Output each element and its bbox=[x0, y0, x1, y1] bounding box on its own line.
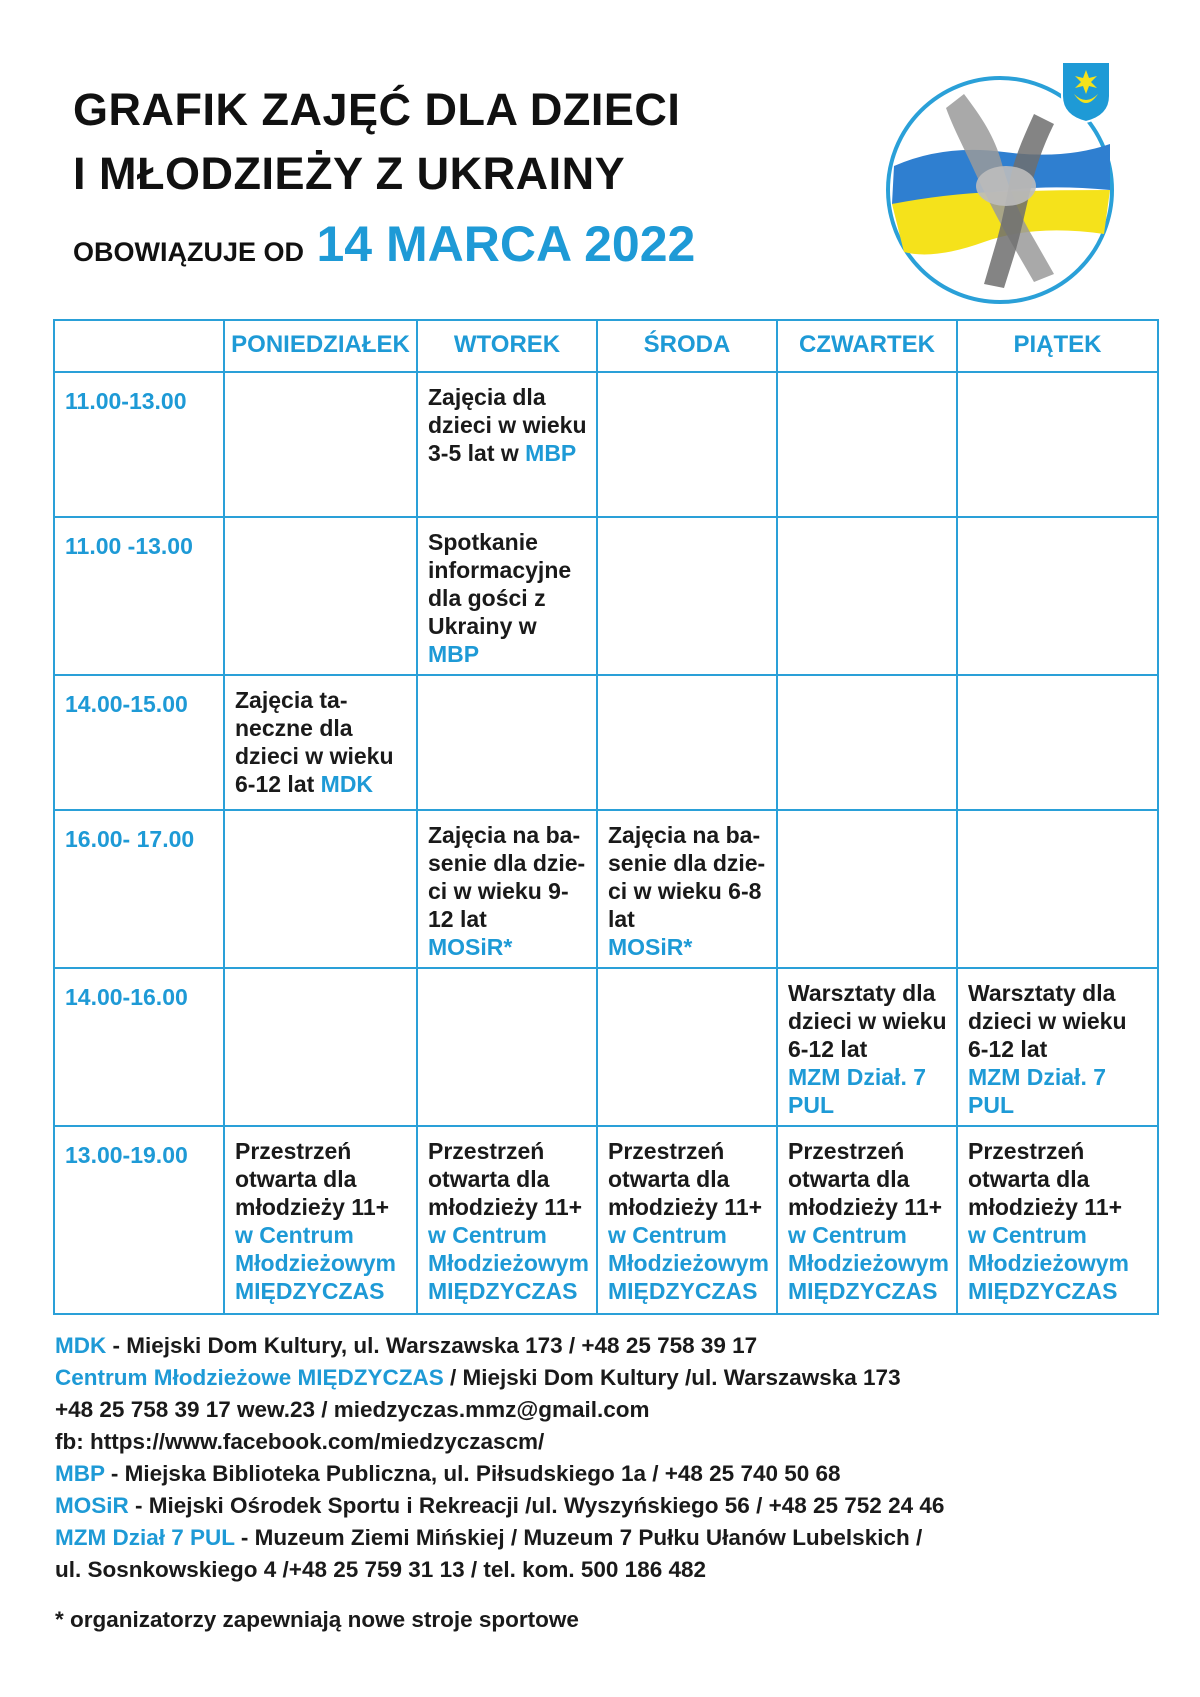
effective-lead: OBOWIĄZUJE OD bbox=[73, 237, 305, 267]
legend-text: +48 25 758 39 17 wew.23 / miedzyczas.mmz@gmail.com bbox=[55, 1397, 650, 1422]
time-cell: 14.00-15.00 bbox=[54, 675, 224, 810]
activity-text: Przestrzeń otwarta dla młodzieży 11+ bbox=[428, 1138, 583, 1220]
legend-item-mzm bbox=[55, 1522, 1145, 1554]
schedule-cell bbox=[777, 810, 957, 968]
activity-place: w Centrum Młodzieżowym MIĘDZYCZAS bbox=[235, 1222, 397, 1304]
table-row bbox=[54, 517, 1158, 675]
schedule-cell bbox=[224, 675, 417, 810]
legend-key: MBP bbox=[55, 1461, 105, 1486]
legend-text: - Miejski Dom Kultury, ul. Warszawska 173 / +48 25 758 39 17 bbox=[106, 1333, 758, 1358]
activity-place: w Centrum Młodzieżowym MIĘDZYCZAS bbox=[968, 1222, 1130, 1304]
time-cell: 16.00- 17.00 bbox=[54, 810, 224, 968]
title-line-2: I MŁODZIEŻY Z UKRAINY bbox=[73, 148, 626, 199]
activity-place: MZM Dział. 7 PUL bbox=[968, 1064, 1107, 1118]
legend-item-contact bbox=[55, 1394, 1145, 1426]
schedule-cell bbox=[957, 1126, 1158, 1314]
activity-text: Przestrzeń otwarta dla młodzieży 11+ bbox=[788, 1138, 943, 1220]
effective-date-line bbox=[73, 215, 695, 273]
schedule-table bbox=[53, 319, 1159, 1315]
activity-place: MBP bbox=[428, 641, 480, 667]
schedule-cell bbox=[417, 517, 597, 675]
day-header-wednesday: ŚRODA bbox=[597, 320, 777, 372]
schedule-cell bbox=[417, 675, 597, 810]
table-row bbox=[54, 810, 1158, 968]
time-cell: 11.00 -13.00 bbox=[54, 517, 224, 675]
table-header-row bbox=[54, 320, 1158, 372]
schedule-cell bbox=[597, 968, 777, 1126]
legend-item-facebook bbox=[55, 1426, 1145, 1458]
activity-place: MDK bbox=[320, 771, 374, 797]
legend-item-miedzyczas bbox=[55, 1362, 1145, 1394]
schedule-cell bbox=[957, 675, 1158, 810]
legend-item-mosir bbox=[55, 1490, 1145, 1522]
activity-text: Przestrzeń otwarta dla młodzieży 11+ bbox=[608, 1138, 763, 1220]
activity-text: Spotkanie informacyjne dla gości z Ukrainy w bbox=[428, 529, 572, 639]
activity-text: Warsztaty dla dzieci w wieku 6-12 lat bbox=[968, 980, 1127, 1062]
schedule-cell bbox=[224, 372, 417, 517]
schedule-cell bbox=[224, 517, 417, 675]
legend-key: MOSiR bbox=[55, 1493, 129, 1518]
coat-of-arms-icon bbox=[1060, 60, 1112, 124]
footnote: * organizatorzy zapewniają nowe stroje sportowe bbox=[55, 1607, 579, 1632]
schedule-cell bbox=[417, 372, 597, 517]
activity-text: Zajęcia dla dzieci w wieku 3-5 lat w bbox=[428, 384, 587, 466]
schedule-cell bbox=[417, 810, 597, 968]
schedule-cell bbox=[957, 968, 1158, 1126]
activity-text: Zajęcia na ba-senie dla dzie-ci w wieku 9-12 lat bbox=[428, 822, 586, 932]
effective-date: 14 MARCA 2022 bbox=[316, 216, 696, 272]
time-cell: 14.00-16.00 bbox=[54, 968, 224, 1126]
schedule-cell bbox=[957, 810, 1158, 968]
schedule-cell bbox=[777, 517, 957, 675]
legend-text: - Muzeum Ziemi Mińskiej / Muzeum 7 Pułku Ułanów Lubelskich / bbox=[234, 1525, 923, 1550]
day-header-tuesday: WTOREK bbox=[417, 320, 597, 372]
day-header-monday: PONIEDZIAŁEK bbox=[224, 320, 417, 372]
legend-item-mdk bbox=[55, 1330, 1145, 1362]
legend-key: Centrum Młodzieżowe MIĘDZYCZAS bbox=[55, 1365, 444, 1390]
schedule-cell bbox=[777, 675, 957, 810]
legend-key: MDK bbox=[55, 1333, 107, 1358]
legend-key: MZM Dział 7 PUL bbox=[55, 1525, 235, 1550]
time-cell: 13.00-19.00 bbox=[54, 1126, 224, 1314]
table-row bbox=[54, 1126, 1158, 1314]
legend bbox=[55, 1330, 1145, 1586]
activity-place: MOSiR* bbox=[608, 934, 693, 960]
activity-place: MOSiR* bbox=[428, 934, 513, 960]
title-line-1: GRAFIK ZAJĘĆ DLA DZIECI bbox=[73, 84, 681, 135]
schedule-cell bbox=[597, 372, 777, 517]
schedule-cell bbox=[417, 1126, 597, 1314]
schedule-cell bbox=[957, 372, 1158, 517]
activity-text: Przestrzeń otwarta dla młodzieży 11+ bbox=[235, 1138, 390, 1220]
schedule-cell bbox=[417, 968, 597, 1126]
table-row bbox=[54, 675, 1158, 810]
activity-text: Zajęcia na ba-senie dla dzie-ci w wieku 6-8 lat bbox=[608, 822, 766, 932]
day-header-thursday: CZWARTEK bbox=[777, 320, 957, 372]
activity-place: w Centrum Młodzieżowym MIĘDZYCZAS bbox=[788, 1222, 950, 1304]
schedule-cell bbox=[224, 968, 417, 1126]
legend-item-mzm-address bbox=[55, 1554, 1145, 1586]
schedule-cell bbox=[597, 675, 777, 810]
schedule-cell bbox=[597, 810, 777, 968]
activity-place: MBP bbox=[525, 440, 577, 466]
table-row bbox=[54, 372, 1158, 517]
schedule-cell bbox=[597, 517, 777, 675]
schedule-cell bbox=[777, 1126, 957, 1314]
activity-text: Przestrzeń otwarta dla młodzieży 11+ bbox=[968, 1138, 1123, 1220]
activity-place: w Centrum Młodzieżowym MIĘDZYCZAS bbox=[608, 1222, 770, 1304]
activity-text: Zajęcia ta-neczne dla dzieci w wieku 6-12 lat bbox=[235, 687, 394, 797]
schedule-cell bbox=[224, 1126, 417, 1314]
table-row bbox=[54, 968, 1158, 1126]
legend-item-mbp bbox=[55, 1458, 1145, 1490]
schedule-cell bbox=[597, 1126, 777, 1314]
day-header-friday: PIĄTEK bbox=[957, 320, 1158, 372]
schedule-cell bbox=[777, 372, 957, 517]
schedule-cell bbox=[224, 810, 417, 968]
corner-cell bbox=[54, 320, 224, 372]
activity-place: MZM Dział. 7 PUL bbox=[788, 1064, 927, 1118]
legend-text: - Miejska Biblioteka Publiczna, ul. Piłsudskiego 1a / +48 25 740 50 68 bbox=[104, 1461, 841, 1486]
legend-text: / Miejski Dom Kultury /ul. Warszawska 173 bbox=[443, 1365, 901, 1390]
time-cell: 11.00-13.00 bbox=[54, 372, 224, 517]
schedule-cell bbox=[777, 968, 957, 1126]
legend-text: ul. Sosnkowskiego 4 /+48 25 759 31 13 / tel. kom. 500 186 482 bbox=[55, 1557, 707, 1582]
legend-text: - Miejski Ośrodek Sportu i Rekreacji /ul. Wyszyńskiego 56 / +48 25 752 24 46 bbox=[128, 1493, 945, 1518]
activity-text: Warsztaty dla dzieci w wieku 6-12 lat bbox=[788, 980, 947, 1062]
activity-place: w Centrum Młodzieżowym MIĘDZYCZAS bbox=[428, 1222, 590, 1304]
schedule-cell bbox=[957, 517, 1158, 675]
page-title bbox=[73, 78, 680, 206]
legend-text: fb: https://www.facebook.com/miedzyczascm/ bbox=[55, 1429, 545, 1454]
